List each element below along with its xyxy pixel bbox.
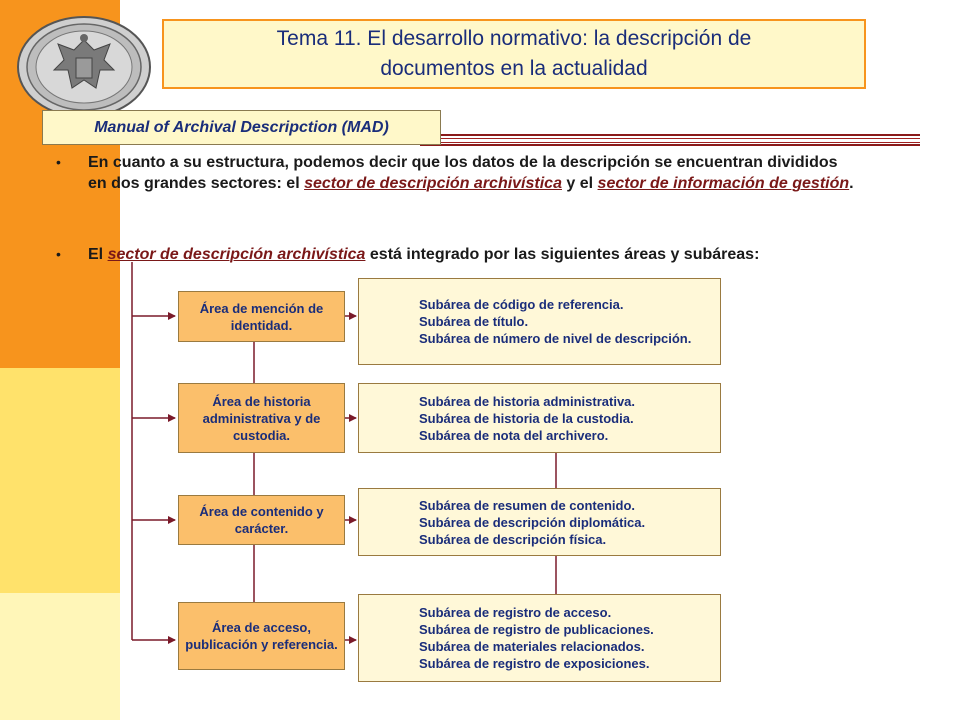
subarea-item: Subárea de historia de la custodia. bbox=[419, 410, 634, 426]
text-run: El bbox=[88, 246, 108, 263]
subarea-item: Subárea de número de nivel de descripción. bbox=[419, 331, 692, 346]
subarea-item: Subárea de registro de acceso. bbox=[419, 605, 612, 620]
text-run: está integrado por las siguientes áreas y subáreas: bbox=[365, 246, 760, 263]
text-run: y el bbox=[561, 175, 598, 192]
bullet-marker: • bbox=[56, 154, 61, 170]
area-box-history: Área de historia administrativa y de custodia. bbox=[178, 383, 345, 453]
subarea-box-identity bbox=[358, 278, 721, 365]
subarea-box-content bbox=[358, 488, 721, 556]
area-box-content: Área de contenido y carácter. bbox=[178, 495, 345, 545]
subarea-item: Subárea de materiales relacionados. bbox=[419, 639, 645, 654]
subarea-item: Subárea de historia administrativa. bbox=[419, 393, 636, 409]
subarea-item: Subárea de resumen de contenido. bbox=[419, 497, 635, 513]
highlight-term: sector de descripción archivística bbox=[304, 175, 562, 192]
bullet-marker: • bbox=[56, 246, 61, 262]
text-run: En cuanto a su estructura, podemos decir que los datos de la descripción se encuentran divididos en dos grandes sectores: el bbox=[88, 154, 838, 192]
subarea-item: Subárea de nota del archivero. bbox=[419, 427, 609, 443]
subarea-item: Subárea de descripción diplomática. bbox=[419, 514, 646, 530]
subarea-box-history bbox=[358, 383, 721, 453]
area-box-access: Área de acceso, publicación y referencia. bbox=[178, 602, 345, 670]
subarea-item: Subárea de código de referencia. bbox=[419, 297, 624, 312]
highlight-term: sector de información de gestión bbox=[597, 175, 850, 192]
section-label: Manual of Archival Descripction (MAD) bbox=[42, 110, 441, 145]
subarea-item: Subárea de registro de publicaciones. bbox=[419, 622, 654, 637]
highlight-term: sector de descripción archivística bbox=[107, 246, 366, 263]
subarea-item: Subárea de título. bbox=[419, 314, 529, 329]
subarea-box-access bbox=[358, 594, 721, 682]
slide-title: Tema 11. El desarrollo normativo: la descripción de documentos en la actualidad bbox=[276, 27, 752, 80]
subarea-item: Subárea de registro de exposiciones. bbox=[419, 656, 650, 671]
area-box-identity: Área de mención de identidad. bbox=[178, 291, 345, 342]
text-run: . bbox=[849, 175, 854, 192]
subarea-item: Subárea de descripción física. bbox=[419, 531, 607, 547]
